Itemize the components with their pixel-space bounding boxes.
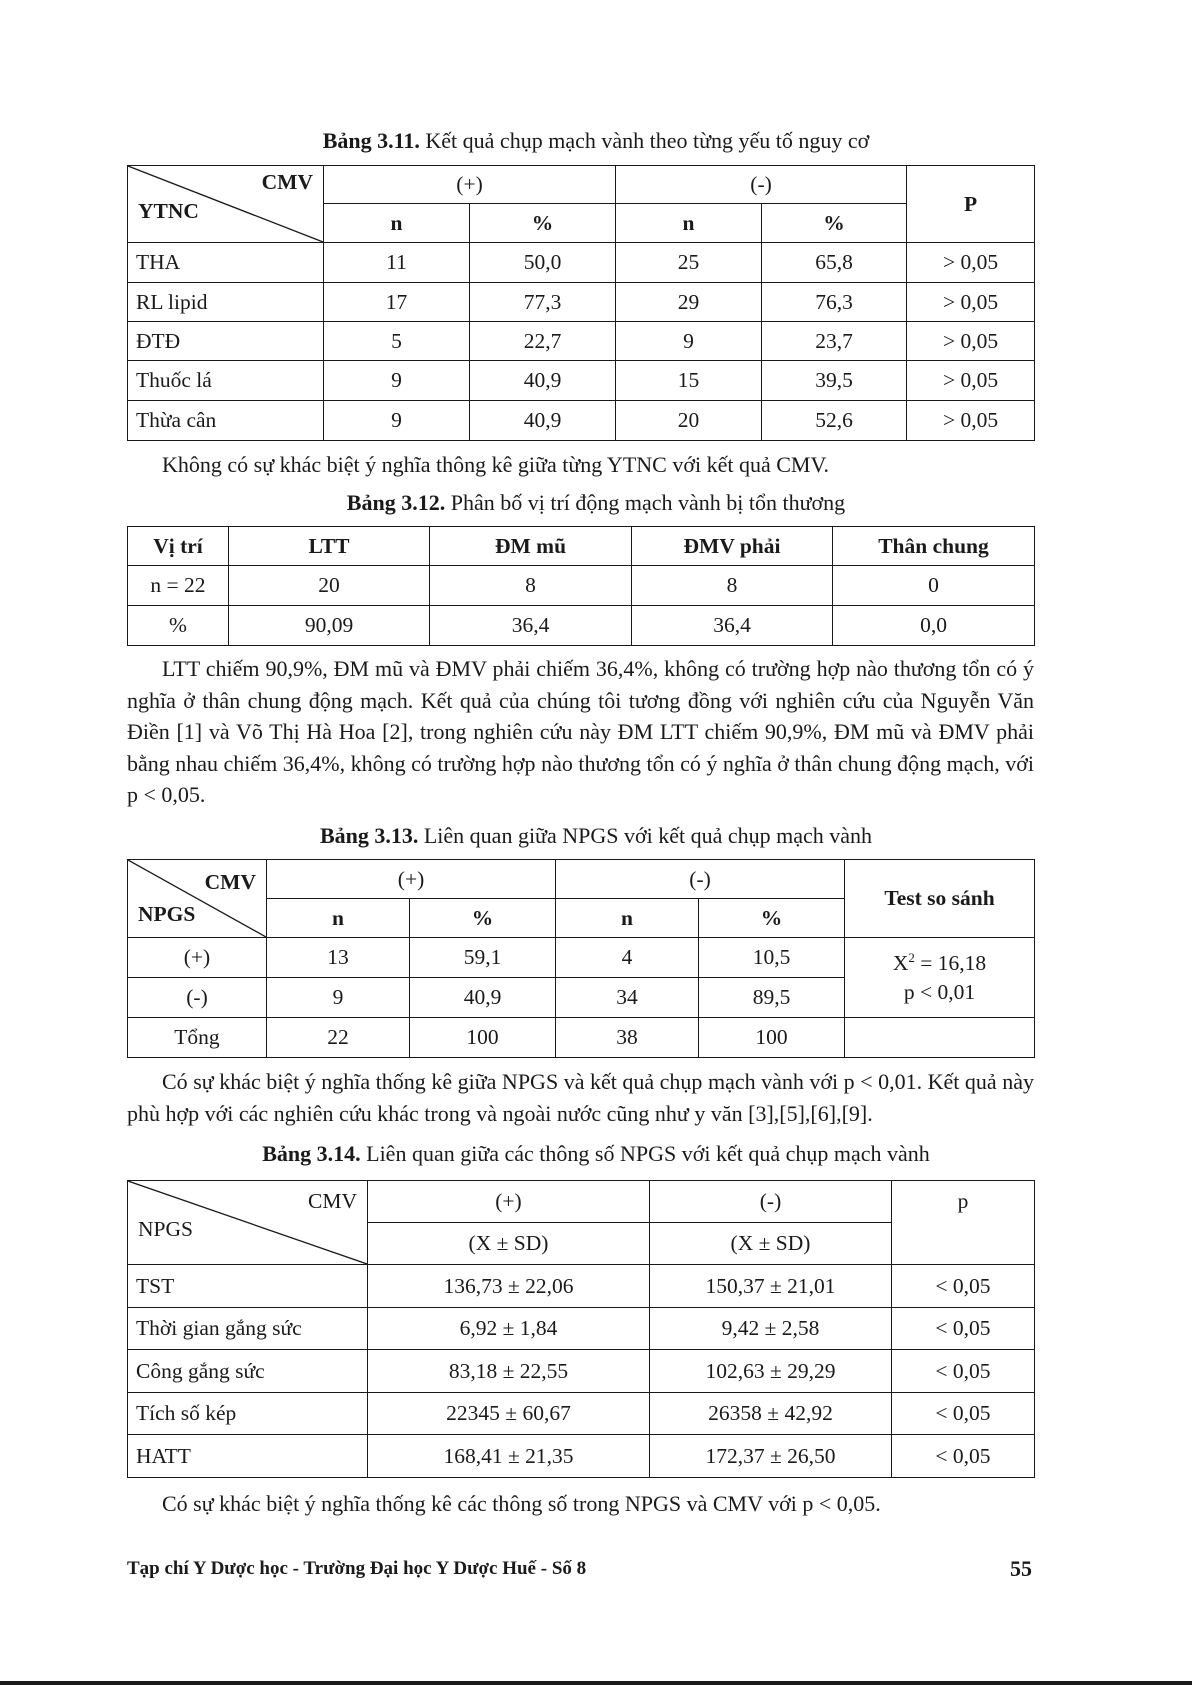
group-header-negative: (-) (556, 860, 845, 899)
sub-header-n: n (556, 899, 699, 938)
cell-value: 36,4 (430, 606, 632, 646)
cell-value: 11 (324, 243, 470, 283)
cell-value: < 0,05 (892, 1435, 1035, 1478)
row-label: Tích số kép (128, 1393, 368, 1435)
cell-value: 136,73 ± 22,06 (368, 1265, 650, 1308)
cell-value: > 0,05 (907, 322, 1035, 361)
row-label: ĐTĐ (128, 322, 324, 361)
cell-value: 20 (616, 401, 762, 441)
cell-value: > 0,05 (907, 243, 1035, 283)
paragraph-1: Không có sự khác biệt ý nghĩa thông kê giữa từng YTNC với kết quả CMV. (162, 452, 829, 477)
page-number: 55 (1010, 1556, 1032, 1581)
table-3-13 (127, 859, 1035, 1058)
row-label: TST (128, 1265, 368, 1308)
caption-label: Bảng 3.11. (322, 128, 420, 153)
corner-label-bottom: YTNC (138, 199, 199, 223)
caption-label: Bảng 3.12. (346, 490, 446, 515)
table-row (128, 1393, 1035, 1435)
paragraph-2: LTT chiếm 90,9%, ĐM mũ và ĐMV phải chiếm 36,4%, không có trường hợp nào thương tổn có ý nghĩa ở thân chung động mạch. Kết quả của chúng tôi tương đồng với nghiên cứu của Nguyễn Văn Điền [1] và Võ Thị Hà Hoa [2], trong nghiên cứu này ĐM LTT chiếm 90,9%, ĐM mũ và ĐMV phải bằng nhau chiếm 36,4%, không có trường hợp nào thương tổn có ý nghĩa ở thân chung động mạch, với p < 0,05. (127, 656, 1034, 807)
paragraph-3: Có sự khác biệt ý nghĩa thống kê giữa NPGS và kết quả chụp mạch vành với p < 0,01. Kết quả này phù hợp với các nghiên cứu khác trong và ngoài nước cũng như y văn [3],[5],[6],[9]. (127, 1069, 1034, 1126)
chi-square-value (853, 949, 1026, 978)
diagonal-header-cell (128, 860, 267, 938)
sub-header-mean-sd: (X ± SD) (650, 1223, 892, 1265)
cell-value: 15 (616, 361, 762, 401)
table-3-11 (127, 165, 1035, 441)
test-result-cell (845, 938, 1035, 1018)
group-header-positive: (+) (324, 166, 616, 204)
cell-value: 17 (324, 283, 470, 322)
row-label: Tổng (128, 1018, 267, 1058)
table-row (128, 938, 1035, 978)
row-label: Thời gian gắng sức (128, 1308, 368, 1350)
cell-value: < 0,05 (892, 1265, 1035, 1308)
cell-value: 10,5 (699, 938, 845, 978)
cell-value: 0 (833, 566, 1035, 606)
cell-value: 9 (267, 978, 410, 1018)
cell-value: 83,18 ± 22,55 (368, 1350, 650, 1393)
cell-value: 6,92 ± 1,84 (368, 1308, 650, 1350)
cell-value: 77,3 (470, 283, 616, 322)
cell-value: 100 (699, 1018, 845, 1058)
cell-value: 40,9 (470, 401, 616, 441)
row-label: HATT (128, 1435, 368, 1478)
cell-value: > 0,05 (907, 401, 1035, 441)
row-label: RL lipid (128, 283, 324, 322)
chi-square-symbol: X (892, 950, 909, 975)
group-header-positive: (+) (267, 860, 556, 899)
cell-value: 9 (324, 401, 470, 441)
cell-value: 150,37 ± 21,01 (650, 1265, 892, 1308)
row-label: THA (128, 243, 324, 283)
table-row (128, 1018, 1035, 1058)
cell-value: 89,5 (699, 978, 845, 1018)
table-row (128, 361, 1035, 401)
chi-square-superscript: 2 (908, 949, 915, 965)
table-row (128, 1350, 1035, 1393)
corner-label-top: CMV (204, 870, 256, 894)
sub-header-n: n (267, 899, 410, 938)
paragraph-4: Có sự khác biệt ý nghĩa thống kê các thông số trong NPGS và CMV với p < 0,05. (162, 1491, 881, 1516)
table-row (128, 606, 1035, 646)
group-header-positive: (+) (368, 1181, 650, 1223)
sub-header-pct: % (699, 899, 845, 938)
caption-label: Bảng 3.14. (262, 1141, 361, 1166)
corner-label-top: CMV (308, 1189, 357, 1213)
cell-value: 50,0 (470, 243, 616, 283)
row-label: (+) (128, 938, 267, 978)
sub-header-pct: % (470, 204, 616, 243)
row-label: n = 22 (128, 566, 229, 606)
corner-label-bottom: NPGS (138, 1217, 193, 1241)
cell-value: 8 (430, 566, 632, 606)
cell-value: 22,7 (470, 322, 616, 361)
caption-text: Liên quan giữa NPGS với kết quả chụp mạch vành (418, 823, 873, 848)
row-label: % (128, 606, 229, 646)
caption-label: Bảng 3.13. (319, 823, 419, 848)
header-than-chung: Thân chung (833, 527, 1035, 566)
chi-square-number: = 16,18 (914, 950, 987, 975)
table-row (128, 401, 1035, 441)
cell-value: 22 (267, 1018, 410, 1058)
cell-value: 9 (616, 322, 762, 361)
table-row (128, 1308, 1035, 1350)
cell-value: 23,7 (762, 322, 907, 361)
sub-header-mean-sd: (X ± SD) (368, 1223, 650, 1265)
cell-value: < 0,05 (892, 1393, 1035, 1435)
cell-value: 39,5 (762, 361, 907, 401)
cell-value: 29 (616, 283, 762, 322)
cell-value: 8 (632, 566, 833, 606)
table-row (128, 566, 1035, 606)
table-row (128, 283, 1035, 322)
cell-value: > 0,05 (907, 283, 1035, 322)
cell-value: 90,09 (229, 606, 430, 646)
table-row (128, 322, 1035, 361)
row-label: Thừa cân (128, 401, 324, 441)
table-row (128, 243, 1035, 283)
cell-value: 52,6 (762, 401, 907, 441)
cell-value: 34 (556, 978, 699, 1018)
cell-value: 40,9 (470, 361, 616, 401)
cell-value: > 0,05 (907, 361, 1035, 401)
cell-value: 0,0 (833, 606, 1035, 646)
cell-value: < 0,05 (892, 1308, 1035, 1350)
row-label: Thuốc lá (128, 361, 324, 401)
test-header: Test so sánh (845, 860, 1035, 938)
diagonal-header-cell (128, 1181, 368, 1265)
cell-value: 36,4 (632, 606, 833, 646)
table-3-14 (127, 1180, 1035, 1478)
corner-label-bottom: NPGS (138, 902, 196, 926)
table-3-12-caption (0, 489, 1192, 517)
table-3-13-caption (0, 822, 1192, 850)
page-bottom-border (0, 1681, 1192, 1685)
table-3-11-caption (0, 127, 1192, 155)
cell-value: 102,63 ± 29,29 (650, 1350, 892, 1393)
table-row (128, 1265, 1035, 1308)
sub-header-n: n (324, 204, 470, 243)
sub-header-n: n (616, 204, 762, 243)
sub-header-pct: % (762, 204, 907, 243)
cell-value: 26358 ± 42,92 (650, 1393, 892, 1435)
p-value: p < 0,01 (903, 979, 976, 1004)
cell-value: 9 (324, 361, 470, 401)
header-ltt: LTT (229, 527, 430, 566)
table-3-14-caption (0, 1140, 1192, 1168)
cell-value: 13 (267, 938, 410, 978)
header-dm-mu: ĐM mũ (430, 527, 632, 566)
journal-footer: Tạp chí Y Dược học - Trường Đại học Y Dược Huế - Số 8 (127, 1558, 587, 1579)
cell-value: 76,3 (762, 283, 907, 322)
header-position: Vị trí (128, 527, 229, 566)
cell-value: 20 (229, 566, 430, 606)
cell-value: 168,41 ± 21,35 (368, 1435, 650, 1478)
cell-value: 9,42 ± 2,58 (650, 1308, 892, 1350)
caption-text: Liên quan giữa các thông số NPGS với kết quả chụp mạch vành (360, 1141, 930, 1166)
caption-text: Kết quả chụp mạch vành theo từng yếu tố nguy cơ (419, 128, 870, 153)
cell-value: 25 (616, 243, 762, 283)
group-header-negative: (-) (650, 1181, 892, 1223)
cell-value: 38 (556, 1018, 699, 1058)
p-header: p (892, 1181, 1035, 1265)
cell-value: < 0,05 (892, 1350, 1035, 1393)
table-row (128, 1435, 1035, 1478)
diagonal-header-cell (128, 166, 324, 243)
table-3-12 (127, 526, 1035, 646)
sub-header-pct: % (410, 899, 556, 938)
row-label: Công gắng sức (128, 1350, 368, 1393)
corner-label-top: CMV (261, 170, 313, 194)
cell-value: 40,9 (410, 978, 556, 1018)
cell-value: 22345 ± 60,67 (368, 1393, 650, 1435)
caption-text: Phân bố vị trí động mạch vành bị tổn thương (445, 490, 846, 515)
header-dmv-phai: ĐMV phải (632, 527, 833, 566)
cell-value: 65,8 (762, 243, 907, 283)
group-header-negative: (-) (616, 166, 907, 204)
cell-value: 59,1 (410, 938, 556, 978)
p-header: P (907, 166, 1035, 243)
cell-value: 100 (410, 1018, 556, 1058)
row-label: (-) (128, 978, 267, 1018)
empty-cell (845, 1018, 1035, 1058)
cell-value: 172,37 ± 26,50 (650, 1435, 892, 1478)
cell-value: 4 (556, 938, 699, 978)
cell-value: 5 (324, 322, 470, 361)
